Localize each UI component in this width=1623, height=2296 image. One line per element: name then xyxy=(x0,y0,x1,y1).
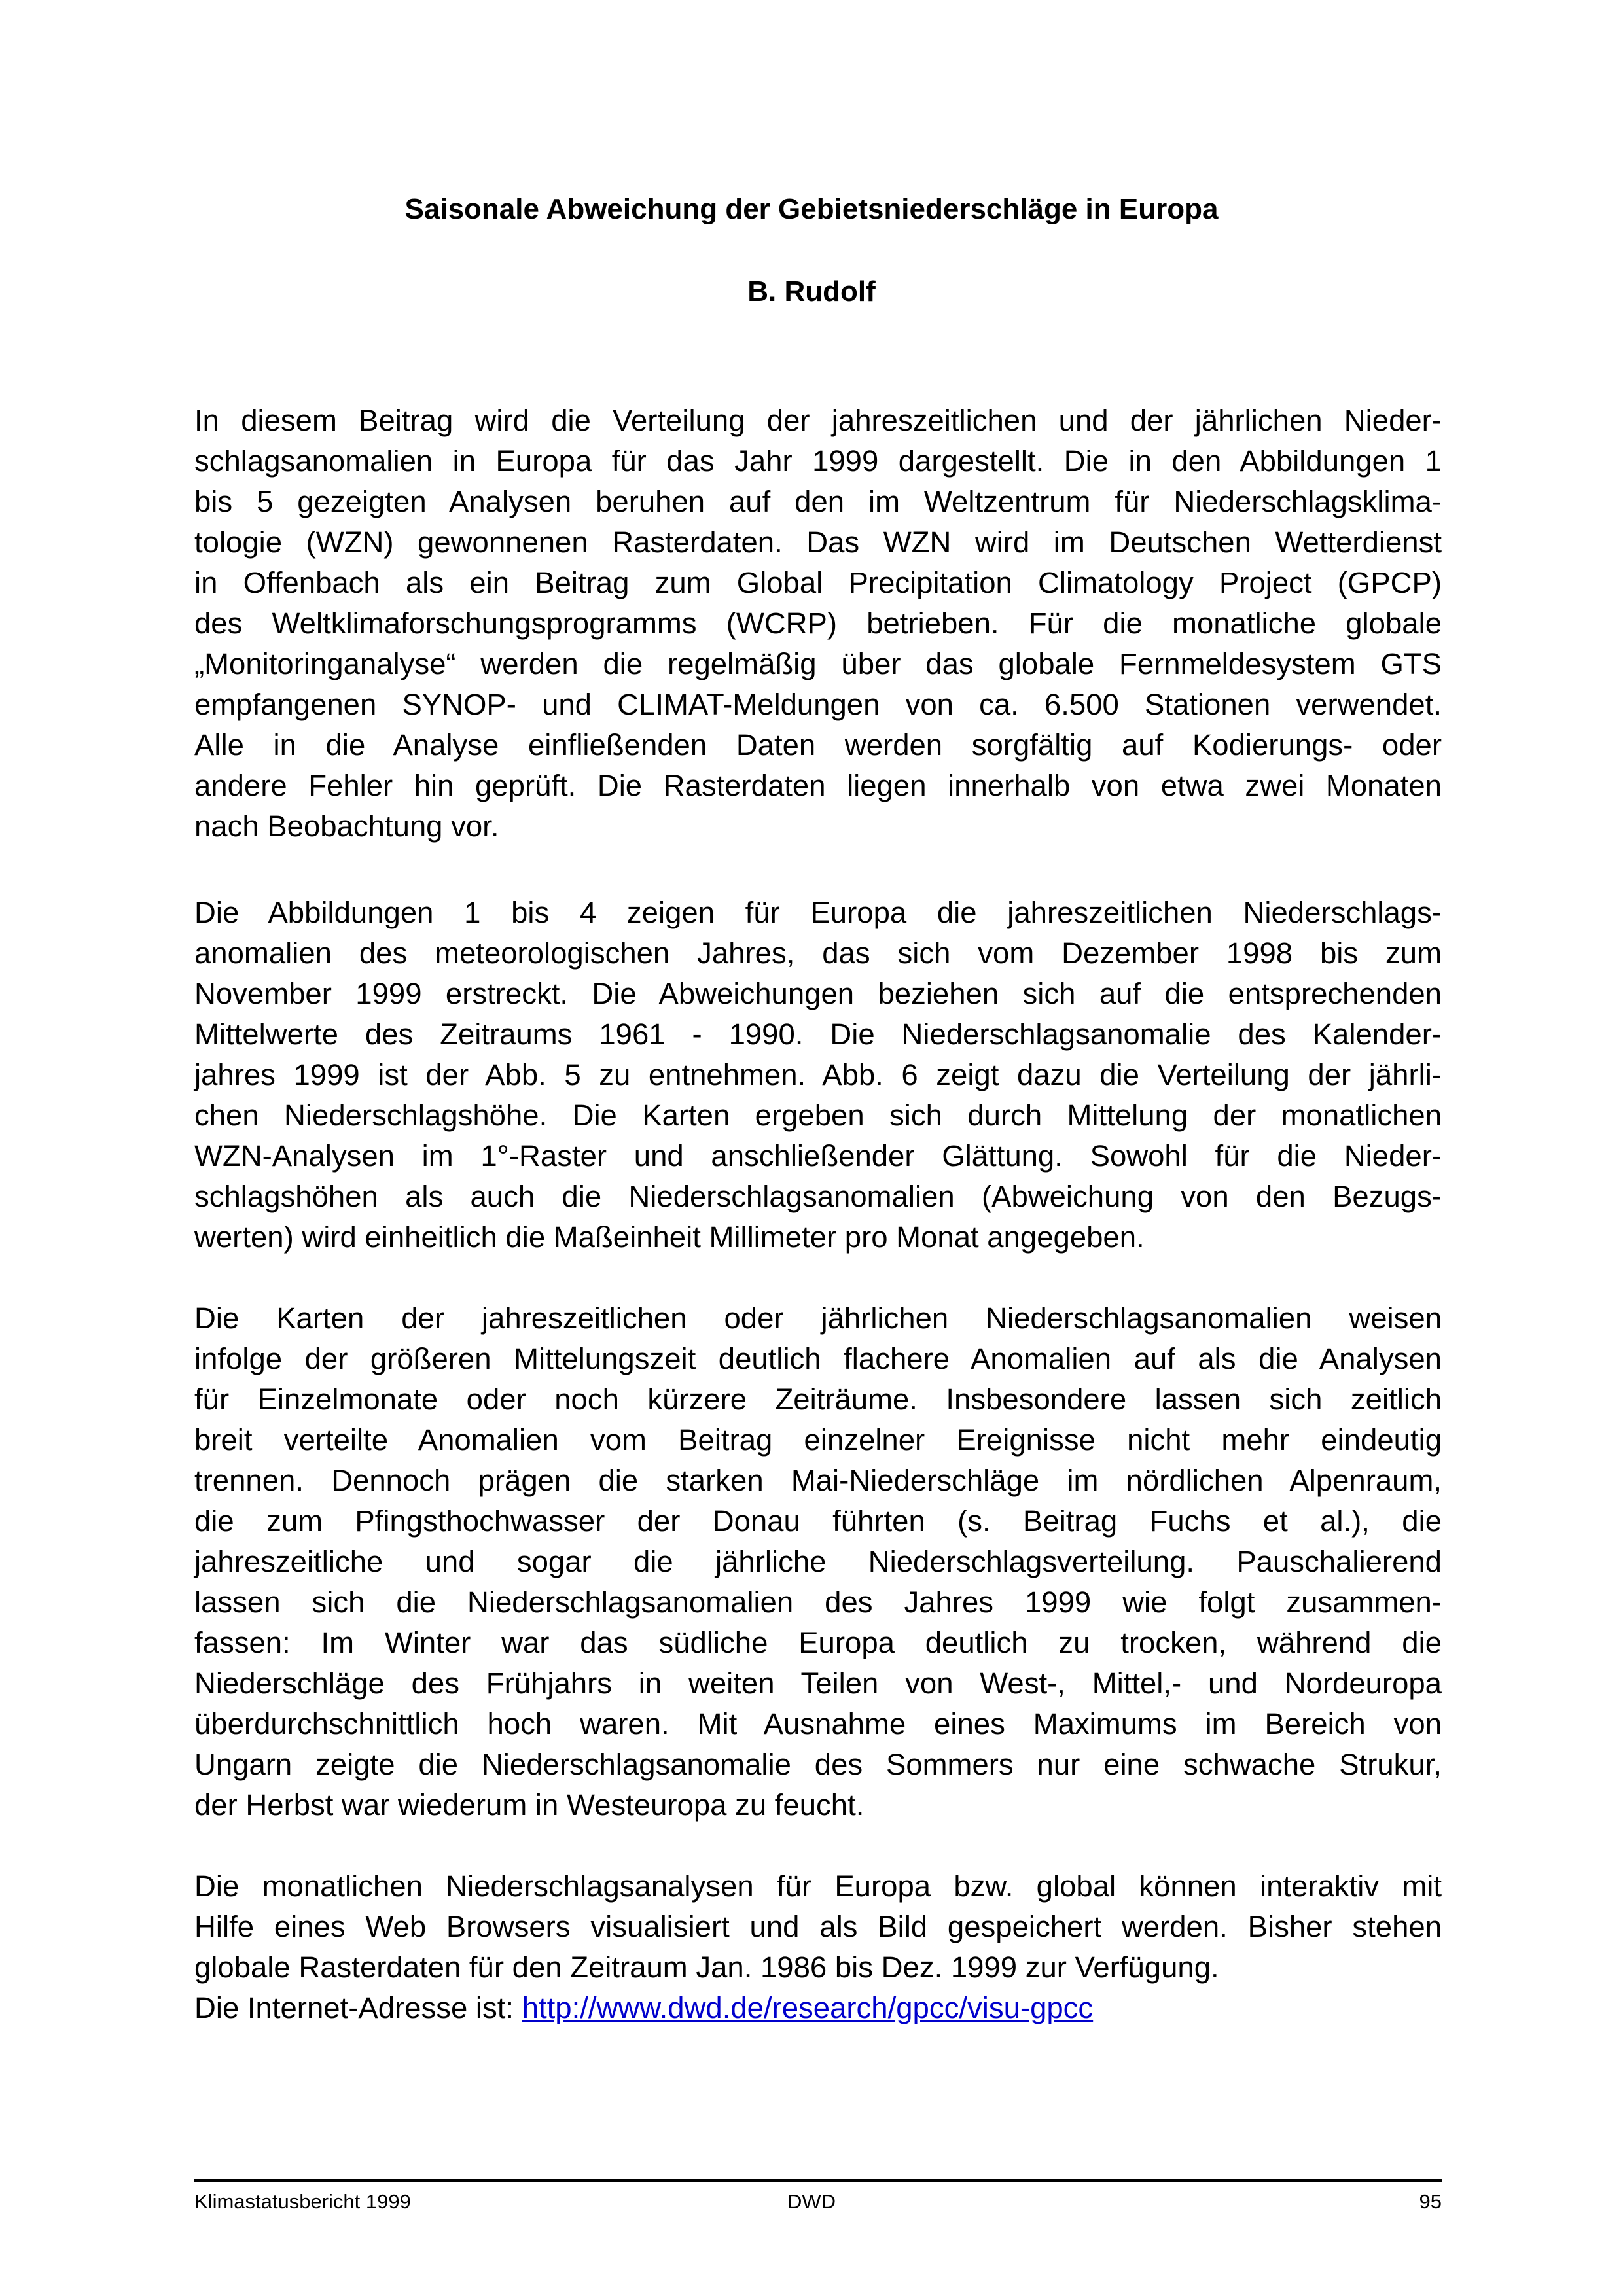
paragraph-line: infolge der größeren Mittelungszeit deutlich flachere Anomalien auf als die Analysen xyxy=(194,1342,1442,1375)
paragraph-line: anomalien des meteorologischen Jahres, das sich vom Dezember 1998 bis zum xyxy=(194,936,1442,970)
paragraph-line: schlagsanomalien in Europa für das Jahr 1999 dargestellt. Die in den Abbildungen 1 xyxy=(194,444,1442,478)
internet-address-label: Die Internet-Adresse ist: xyxy=(194,1991,522,2024)
page-number: 95 xyxy=(1419,2190,1442,2213)
paragraph-line: Niederschläge des Frühjahrs in weiten Teilen von West-, Mittel,- und Nordeuropa xyxy=(194,1667,1442,1700)
footer-divider xyxy=(194,2179,1442,2182)
paragraph-2 xyxy=(194,892,1442,1258)
paragraph-4 xyxy=(194,1866,1442,2028)
internet-address-link[interactable]: http://www.dwd.de/research/gpcc/visu-gpcc xyxy=(522,1991,1094,2024)
paragraph-line: In diesem Beitrag wird die Verteilung der jahreszeitlichen und der jährlichen Nieder- xyxy=(194,404,1442,437)
internet-address-line xyxy=(194,1988,1442,2028)
page-title: Saisonale Abweichung der Gebietsniederschläge in Europa xyxy=(404,193,1219,225)
footer-publisher: DWD xyxy=(787,2190,836,2213)
paragraph-line: trennen. Dennoch prägen die starken Mai-Niederschläge im nördlichen Alpenraum, xyxy=(194,1464,1442,1497)
paragraph-line: bis 5 gezeigten Analysen beruhen auf den im Weltzentrum für Niederschlagsklima- xyxy=(194,485,1442,518)
paragraph-line: werten) wird einheitlich die Maßeinheit Millimeter pro Monat angegeben. xyxy=(194,1220,1145,1254)
paragraph-line: Ungarn zeigte die Niederschlagsanomalie des Sommers nur eine schwache Strukur, xyxy=(194,1748,1442,1781)
paragraph-line: lassen sich die Niederschlagsanomalien des Jahres 1999 wie folgt zusammen- xyxy=(194,1585,1442,1619)
paragraph-line: fassen: Im Winter war das südliche Europa deutlich zu trocken, während die xyxy=(194,1626,1442,1659)
paragraph-line: der Herbst war wiederum in Westeuropa zu feucht. xyxy=(194,1788,865,1822)
paragraph-line: jahres 1999 ist der Abb. 5 zu entnehmen. Abb. 6 zeigt dazu die Verteilung der jährli- xyxy=(194,1058,1442,1091)
paragraph-line: Alle in die Analyse einfließenden Daten werden sorgfältig auf Kodierungs- oder xyxy=(194,728,1442,762)
paragraph-line: tologie (WZN) gewonnenen Rasterdaten. Das WZN wird im Deutschen Wetterdienst xyxy=(194,525,1442,559)
paragraph-3 xyxy=(194,1298,1442,1826)
paragraph-line: für Einzelmonate oder noch kürzere Zeiträume. Insbesondere lassen sich zeitlich xyxy=(194,1383,1442,1416)
paragraph-line: überdurchschnittlich hoch waren. Mit Ausnahme eines Maximums im Bereich von xyxy=(194,1707,1442,1740)
footer-publication: Klimastatusbericht 1999 xyxy=(194,2190,411,2213)
paragraph-line: empfangenen SYNOP- und CLIMAT-Meldungen von ca. 6.500 Stationen verwendet. xyxy=(194,688,1442,721)
paragraph-line: Hilfe eines Web Browsers visualisiert und als Bild gespeichert werden. Bisher stehen xyxy=(194,1910,1442,1943)
paragraph-line: nach Beobachtung vor. xyxy=(194,809,499,843)
paragraph-line: breit verteilte Anomalien vom Beitrag einzelner Ereignisse nicht mehr eindeutig xyxy=(194,1423,1442,1457)
paragraph-line: November 1999 erstreckt. Die Abweichungen beziehen sich auf die entsprechenden xyxy=(194,977,1442,1010)
paragraph-line: die zum Pfingsthochwasser der Donau führten (s. Beitrag Fuchs et al.), die xyxy=(194,1504,1442,1538)
paragraph-line: Die Karten der jahreszeitlichen oder jährlichen Niederschlagsanomalien weisen xyxy=(194,1301,1442,1335)
paragraph-line: des Weltklimaforschungsprogramms (WCRP) betrieben. Für die monatliche globale xyxy=(194,607,1442,640)
paragraph-line: chen Niederschlagshöhe. Die Karten ergeben sich durch Mittelung der monatlichen xyxy=(194,1099,1442,1132)
author-name: B. Rudolf xyxy=(747,275,876,308)
paragraph-line: schlagshöhen als auch die Niederschlagsanomalien (Abweichung von den Bezugs- xyxy=(194,1180,1442,1213)
paragraph-line: „Monitoringanalyse“ werden die regelmäßig über das globale Fernmeldesystem GTS xyxy=(194,647,1442,680)
paragraph-1 xyxy=(194,400,1442,847)
paragraph-line: globale Rasterdaten für den Zeitraum Jan. 1986 bis Dez. 1999 zur Verfügung. xyxy=(194,1951,1219,1984)
paragraph-line: Mittelwerte des Zeitraums 1961 - 1990. Die Niederschlagsanomalie des Kalender- xyxy=(194,1017,1442,1051)
paragraph-line: Die monatlichen Niederschlagsanalysen für Europa bzw. global können interaktiv mit xyxy=(194,1869,1442,1903)
paragraph-line: jahreszeitliche und sogar die jährliche Niederschlagsverteilung. Pauschalierend xyxy=(194,1545,1442,1578)
paragraph-line: WZN-Analysen im 1°-Raster und anschließender Glättung. Sowohl für die Nieder- xyxy=(194,1139,1442,1173)
paragraph-line: Die Abbildungen 1 bis 4 zeigen für Europa die jahreszeitlichen Niederschlags- xyxy=(194,896,1442,929)
paragraph-line: andere Fehler hin geprüft. Die Rasterdaten liegen innerhalb von etwa zwei Monaten xyxy=(194,769,1442,802)
paragraph-line: in Offenbach als ein Beitrag zum Global Precipitation Climatology Project (GPCP) xyxy=(194,566,1442,599)
